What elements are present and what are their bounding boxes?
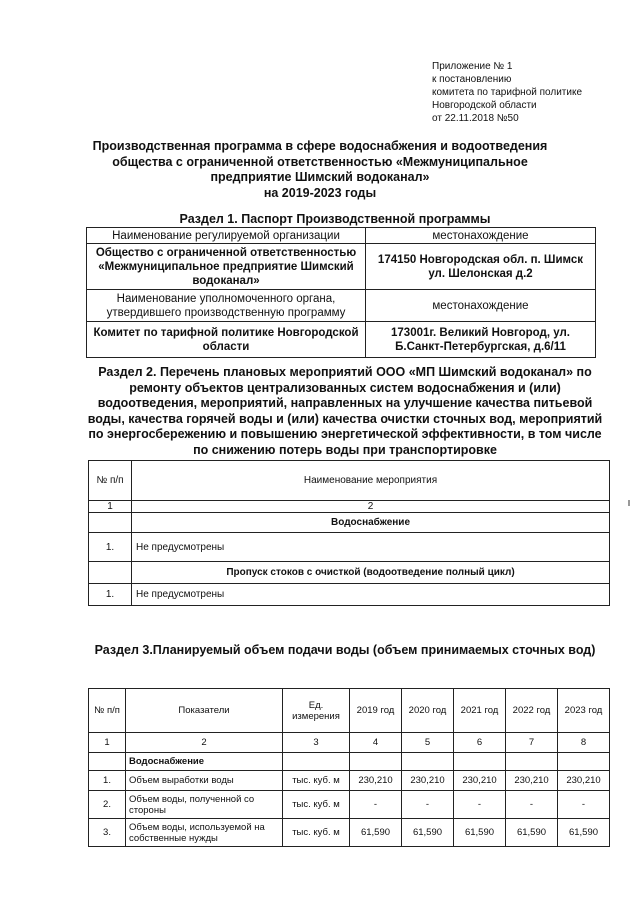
year-header: 2022 год [506, 689, 558, 733]
document-title [80, 139, 560, 201]
index-cell: 5 [402, 733, 454, 753]
row-number: 2. [89, 791, 126, 819]
section2-heading: Раздел 2. Перечень плановых мероприятий ООО «МП Шимский водоканал» по ремонту объектов централизованных систем водоснабжения и (или) водоотведения, мероприятий, направленных на улучшение качества питьевой воды, качества горячей воды и (или) качества очистки сточных вод, мероприятий по энергосбережению и повышению энергетической эффективности, в том числе по снижению потерь воды при транспортировке [87, 365, 603, 457]
row-value: 230,210 [506, 771, 558, 791]
col-num-header: № п/п [89, 689, 126, 733]
index-cell: 4 [350, 733, 402, 753]
appendix-line: к постановлению [432, 74, 512, 85]
appendix-line: комитета по тарифной политике [432, 87, 583, 98]
group-heading: Водоснабжение [126, 753, 283, 771]
index-cell: 7 [506, 733, 558, 753]
group-heading: Пропуск стоков с очисткой (водоотведение полный цикл) [132, 562, 610, 584]
empty-cell [283, 753, 350, 771]
row-number: 1. [89, 533, 132, 562]
index-cell: 1 [89, 733, 126, 753]
empty-cell [89, 753, 126, 771]
volume-table [88, 688, 610, 847]
row-value: - [558, 791, 610, 819]
row-indicator: Объем воды, полученной со стороны [126, 791, 283, 819]
col-indicator-header: Показатели [126, 689, 283, 733]
empty-cell [89, 562, 132, 584]
appendix-line: Новгородской области [432, 100, 537, 111]
row-number: 3. [89, 819, 126, 847]
row-text: Не предусмотрены [132, 584, 610, 606]
col-unit-header: Ед. измерения [283, 689, 350, 733]
index-cell: 3 [283, 733, 350, 753]
year-header: 2023 год [558, 689, 610, 733]
scan-edge-mark [628, 500, 630, 506]
row-value: 230,210 [558, 771, 610, 791]
row-indicator: Объем воды, используемой на собственные нужды [126, 819, 283, 847]
empty-cell [89, 513, 132, 533]
row-unit: тыс. куб. м [283, 819, 350, 847]
passport-table [86, 227, 596, 358]
title-line: на 2019-2023 годы [263, 185, 377, 200]
row-value: - [454, 791, 506, 819]
table-row [89, 819, 610, 847]
year-header: 2020 год [402, 689, 454, 733]
section3-heading: Раздел 3.Планируемый объем подачи воды (объем принимаемых сточных вод) [94, 643, 596, 657]
row-unit: тыс. куб. м [283, 791, 350, 819]
empty-cell [558, 753, 610, 771]
org-address-cell: 174150 Новгородская обл. п. Шимск ул. Шелонская д.2 [366, 244, 596, 290]
table-row [89, 791, 610, 819]
row-text: Не предусмотрены [132, 533, 610, 562]
row-value: 61,590 [558, 819, 610, 847]
authority-name-cell: Комитет по тарифной политике Новгородской области [87, 322, 366, 358]
index-cell: 8 [558, 733, 610, 753]
row-unit: тыс. куб. м [283, 771, 350, 791]
appendix-line: от 22.11.2018 №50 [432, 113, 519, 124]
title-line: общества с ограниченной ответственностью «Межмуниципальное [112, 154, 528, 169]
row-value: 61,590 [506, 819, 558, 847]
empty-cell [506, 753, 558, 771]
table-row [89, 771, 610, 791]
row-value: 230,210 [454, 771, 506, 791]
index-cell: 2 [126, 733, 283, 753]
col-name-header: Наименование мероприятия [132, 461, 610, 501]
row-value: - [506, 791, 558, 819]
org-label-cell: Наименование регулируемой организации [87, 228, 366, 244]
authority-label-cell: Наименование уполномоченного органа, утвердившего производственную программу [87, 290, 366, 322]
index-cell: 2 [132, 501, 610, 513]
row-number: 1. [89, 584, 132, 606]
appendix-line: Приложение № 1 [432, 61, 513, 72]
org-name-cell: Общество с ограниченной ответственностью «Межмуниципальное предприятие Шимский водоканал» [87, 244, 366, 290]
row-value: 61,590 [350, 819, 402, 847]
row-value: 61,590 [402, 819, 454, 847]
index-cell: 1 [89, 501, 132, 513]
row-value: - [350, 791, 402, 819]
group-heading: Водоснабжение [132, 513, 610, 533]
empty-cell [402, 753, 454, 771]
authority-location-label-cell: местонахождение [366, 290, 596, 322]
index-cell: 6 [454, 733, 506, 753]
year-header: 2019 год [350, 689, 402, 733]
location-label-cell: местонахождение [366, 228, 596, 244]
row-value: 230,210 [402, 771, 454, 791]
appendix-note [432, 60, 632, 125]
row-indicator: Объем выработки воды [126, 771, 283, 791]
row-value: - [402, 791, 454, 819]
col-num-header: № п/п [89, 461, 132, 501]
title-line: Производственная программа в сфере водоснабжения и водоотведения [92, 139, 548, 153]
title-line: предприятие Шимский водоканал» [210, 170, 430, 184]
empty-cell [350, 753, 402, 771]
empty-cell [454, 753, 506, 771]
section1-heading: Раздел 1. Паспорт Производственной программы [179, 212, 491, 226]
row-number: 1. [89, 771, 126, 791]
year-header: 2021 год [454, 689, 506, 733]
measures-table [88, 460, 610, 606]
row-value: 230,210 [350, 771, 402, 791]
row-value: 61,590 [454, 819, 506, 847]
authority-address-cell: 173001г. Великий Новгород, ул. Б.Санкт-Петербургская, д.6/11 [366, 322, 596, 358]
